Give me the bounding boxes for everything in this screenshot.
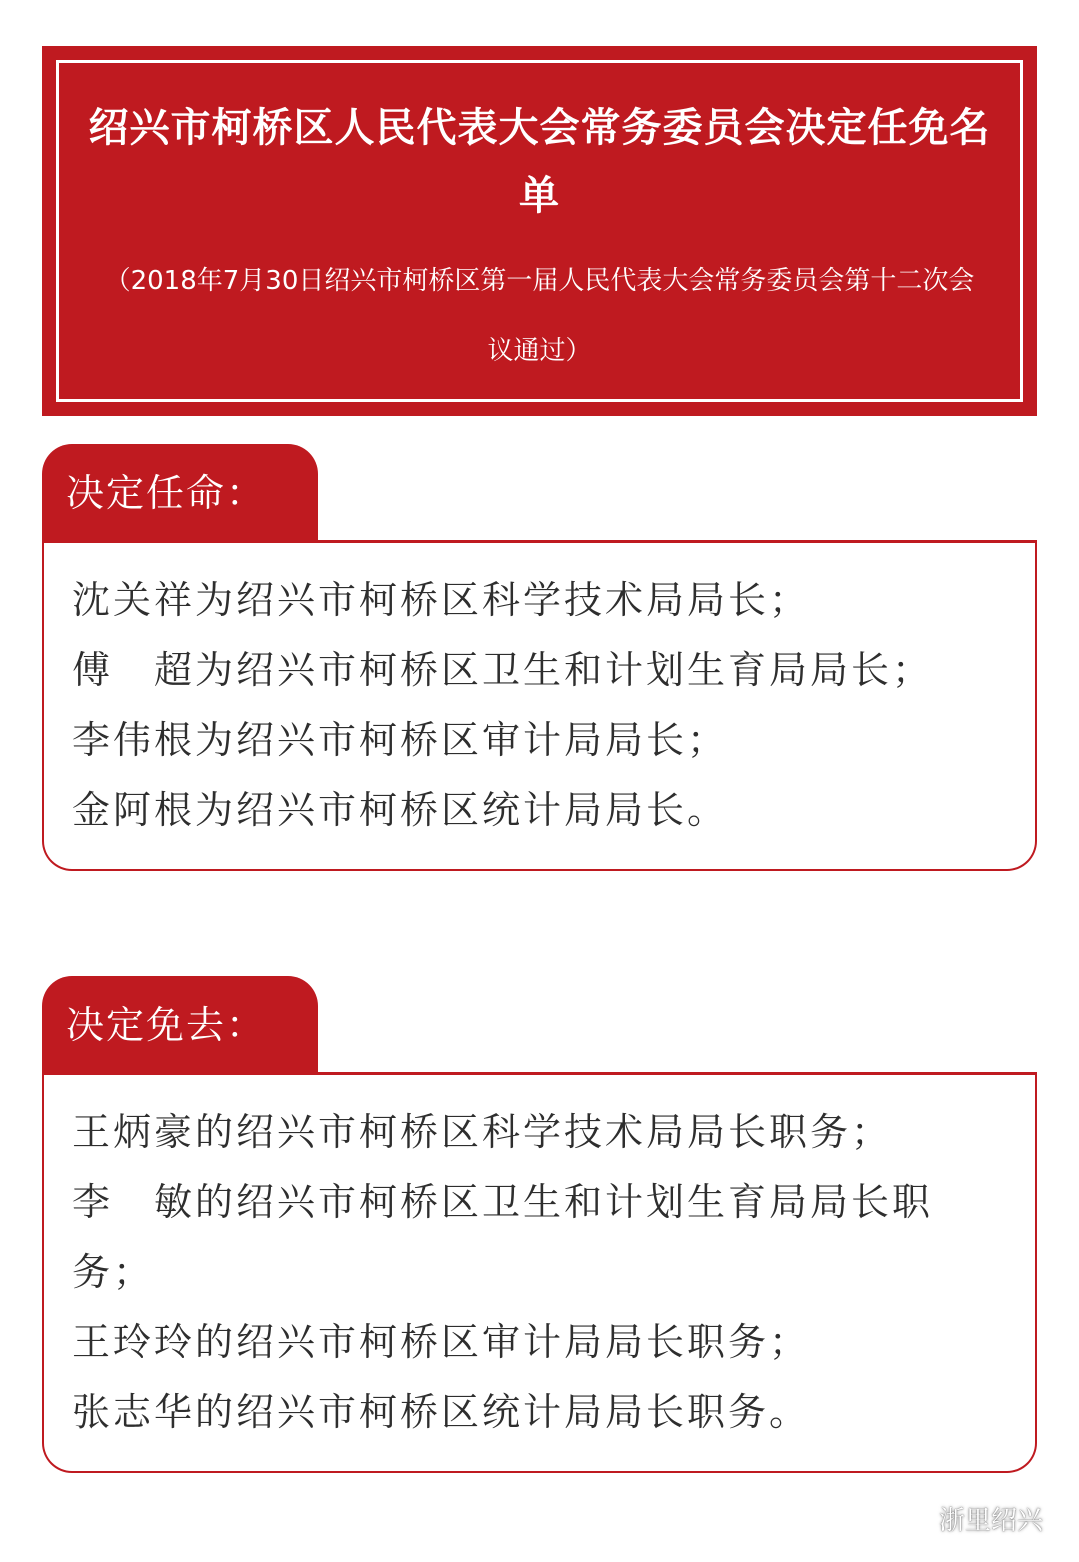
remove-item: 王玲玲的绍兴市柯桥区审计局局长职务； xyxy=(72,1320,811,1364)
remove-item: 王炳豪的绍兴市柯桥区科学技术局局长职务； xyxy=(72,1110,893,1154)
watermark-text: 浙里绍兴 xyxy=(938,1505,1043,1536)
appoint-item: 傅 超为绍兴市柯桥区卫生和计划生育局局长； xyxy=(72,648,934,692)
wechat-icon xyxy=(893,1499,931,1538)
appoint-list xyxy=(42,540,1037,871)
watermark xyxy=(893,1498,1043,1538)
page-title: 绍兴市柯桥区人民代表大会常务委员会决定任免名单 xyxy=(88,105,991,219)
appoint-item: 金阿根为绍兴市柯桥区统计局局长。 xyxy=(72,788,729,832)
meeting-note: （2018年7月30日绍兴市柯桥区第一届人民代表大会常务委员会第十二次会议通过） xyxy=(104,266,975,366)
header-banner xyxy=(42,46,1037,416)
remove-item: 张志华的绍兴市柯桥区统计局局长职务。 xyxy=(72,1390,811,1434)
remove-section-label: 决定免去： xyxy=(42,976,318,1074)
remove-list xyxy=(42,1072,1037,1473)
remove-item: 李 敏的绍兴市柯桥区卫生和计划生育局局长职务； xyxy=(72,1180,934,1294)
appoint-item: 沈关祥为绍兴市柯桥区科学技术局局长； xyxy=(72,578,811,622)
appoint-section-label: 决定任命： xyxy=(42,444,318,542)
appoint-item: 李伟根为绍兴市柯桥区审计局局长； xyxy=(72,718,729,762)
